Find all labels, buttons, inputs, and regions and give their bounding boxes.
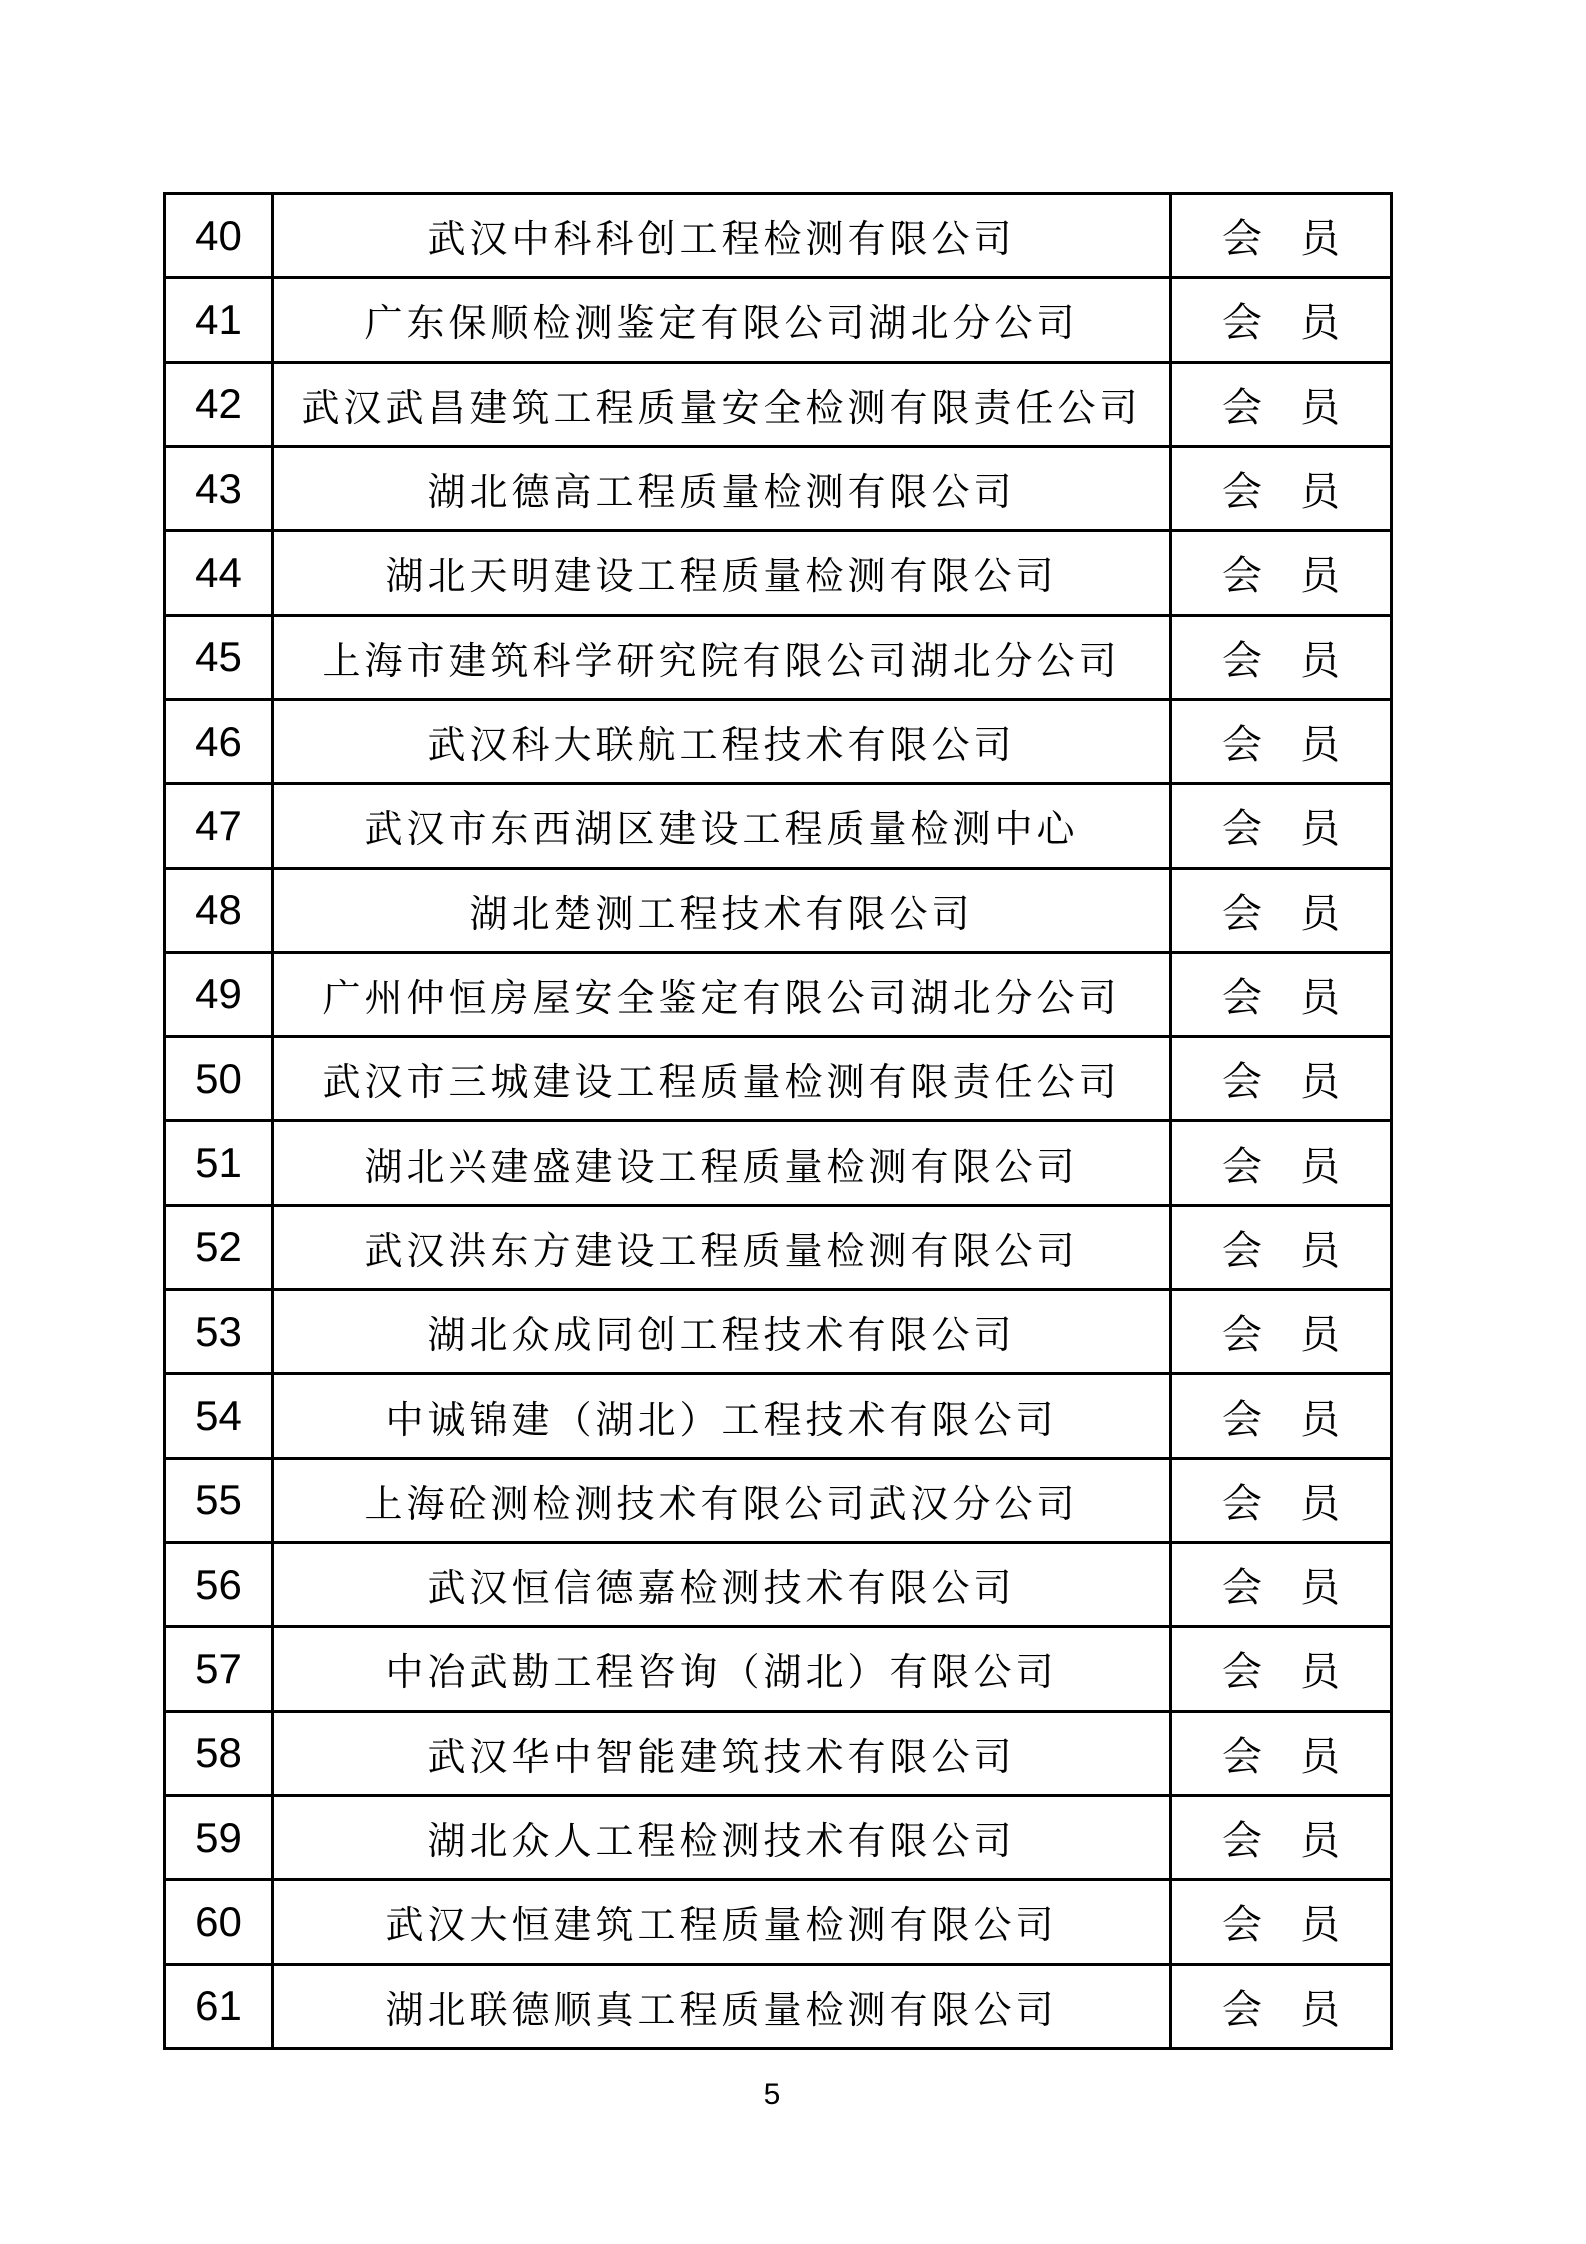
table-row (165, 1374, 1392, 1458)
company-name: 湖北联德顺真工程质量检测有限公司 (273, 1964, 1171, 2048)
row-number: 44 (165, 531, 273, 615)
membership-status: 会 员 (1171, 1964, 1392, 2048)
row-number: 46 (165, 699, 273, 783)
company-name: 武汉武昌建筑工程质量安全检测有限责任公司 (273, 362, 1171, 446)
company-name: 广东保顺检测鉴定有限公司湖北分公司 (273, 278, 1171, 362)
table-row (165, 1711, 1392, 1795)
membership-status: 会 员 (1171, 362, 1392, 446)
table-row (165, 1627, 1392, 1711)
row-number: 41 (165, 278, 273, 362)
membership-status: 会 员 (1171, 1374, 1392, 1458)
row-number: 52 (165, 1205, 273, 1289)
company-name: 广州仲恒房屋安全鉴定有限公司湖北分公司 (273, 952, 1171, 1036)
company-name: 中冶武勘工程咨询（湖北）有限公司 (273, 1627, 1171, 1711)
company-name: 湖北德高工程质量检测有限公司 (273, 446, 1171, 530)
membership-status: 会 员 (1171, 784, 1392, 868)
table-row (165, 1964, 1392, 2048)
table-row (165, 278, 1392, 362)
row-number: 51 (165, 1121, 273, 1205)
table-row (165, 1795, 1392, 1879)
member-table (163, 192, 1393, 2050)
company-name: 上海砼测检测技术有限公司武汉分公司 (273, 1458, 1171, 1542)
table-row (165, 1037, 1392, 1121)
row-number: 58 (165, 1711, 273, 1795)
table-row (165, 531, 1392, 615)
row-number: 42 (165, 362, 273, 446)
company-name: 武汉中科科创工程检测有限公司 (273, 194, 1171, 278)
company-name: 湖北兴建盛建设工程质量检测有限公司 (273, 1121, 1171, 1205)
table-body (165, 194, 1392, 2049)
membership-status: 会 员 (1171, 278, 1392, 362)
company-name: 武汉大恒建筑工程质量检测有限公司 (273, 1880, 1171, 1964)
membership-status: 会 员 (1171, 446, 1392, 530)
table-row (165, 1543, 1392, 1627)
company-name: 武汉恒信德嘉检测技术有限公司 (273, 1543, 1171, 1627)
row-number: 54 (165, 1374, 273, 1458)
table-row (165, 1880, 1392, 1964)
table-row (165, 952, 1392, 1036)
company-name: 湖北楚测工程技术有限公司 (273, 868, 1171, 952)
row-number: 43 (165, 446, 273, 530)
company-name: 武汉科大联航工程技术有限公司 (273, 699, 1171, 783)
row-number: 56 (165, 1543, 273, 1627)
company-name: 湖北天明建设工程质量检测有限公司 (273, 531, 1171, 615)
membership-status: 会 员 (1171, 1290, 1392, 1374)
company-name: 上海市建筑科学研究院有限公司湖北分公司 (273, 615, 1171, 699)
row-number: 53 (165, 1290, 273, 1374)
membership-status: 会 员 (1171, 1711, 1392, 1795)
row-number: 49 (165, 952, 273, 1036)
table-row (165, 784, 1392, 868)
membership-status: 会 员 (1171, 1543, 1392, 1627)
membership-status: 会 员 (1171, 1121, 1392, 1205)
company-name: 武汉市东西湖区建设工程质量检测中心 (273, 784, 1171, 868)
membership-status: 会 员 (1171, 1458, 1392, 1542)
membership-status: 会 员 (1171, 1037, 1392, 1121)
membership-status: 会 员 (1171, 1880, 1392, 1964)
company-name: 武汉市三城建设工程质量检测有限责任公司 (273, 1037, 1171, 1121)
table-row (165, 1290, 1392, 1374)
row-number: 59 (165, 1795, 273, 1879)
membership-status: 会 员 (1171, 952, 1392, 1036)
company-name: 中诚锦建（湖北）工程技术有限公司 (273, 1374, 1171, 1458)
membership-status: 会 员 (1171, 1205, 1392, 1289)
membership-status: 会 员 (1171, 699, 1392, 783)
membership-status: 会 员 (1171, 531, 1392, 615)
company-name: 湖北众成同创工程技术有限公司 (273, 1290, 1171, 1374)
row-number: 48 (165, 868, 273, 952)
row-number: 57 (165, 1627, 273, 1711)
row-number: 60 (165, 1880, 273, 1964)
company-name: 武汉洪东方建设工程质量检测有限公司 (273, 1205, 1171, 1289)
row-number: 47 (165, 784, 273, 868)
company-name: 武汉华中智能建筑技术有限公司 (273, 1711, 1171, 1795)
table-row (165, 868, 1392, 952)
company-name: 湖北众人工程检测技术有限公司 (273, 1795, 1171, 1879)
table-row (165, 1121, 1392, 1205)
table-row (165, 1458, 1392, 1542)
table-row (165, 194, 1392, 278)
membership-status: 会 员 (1171, 1627, 1392, 1711)
membership-status: 会 员 (1171, 1795, 1392, 1879)
row-number: 61 (165, 1964, 273, 2048)
table-row (165, 362, 1392, 446)
row-number: 40 (165, 194, 273, 278)
membership-status: 会 员 (1171, 868, 1392, 952)
row-number: 55 (165, 1458, 273, 1542)
row-number: 50 (165, 1037, 273, 1121)
table-row (165, 699, 1392, 783)
row-number: 45 (165, 615, 273, 699)
table-row (165, 615, 1392, 699)
table-row (165, 1205, 1392, 1289)
membership-status: 会 员 (1171, 615, 1392, 699)
membership-status: 会 员 (1171, 194, 1392, 278)
page-number: 5 (763, 2078, 781, 2111)
table-row (165, 446, 1392, 530)
